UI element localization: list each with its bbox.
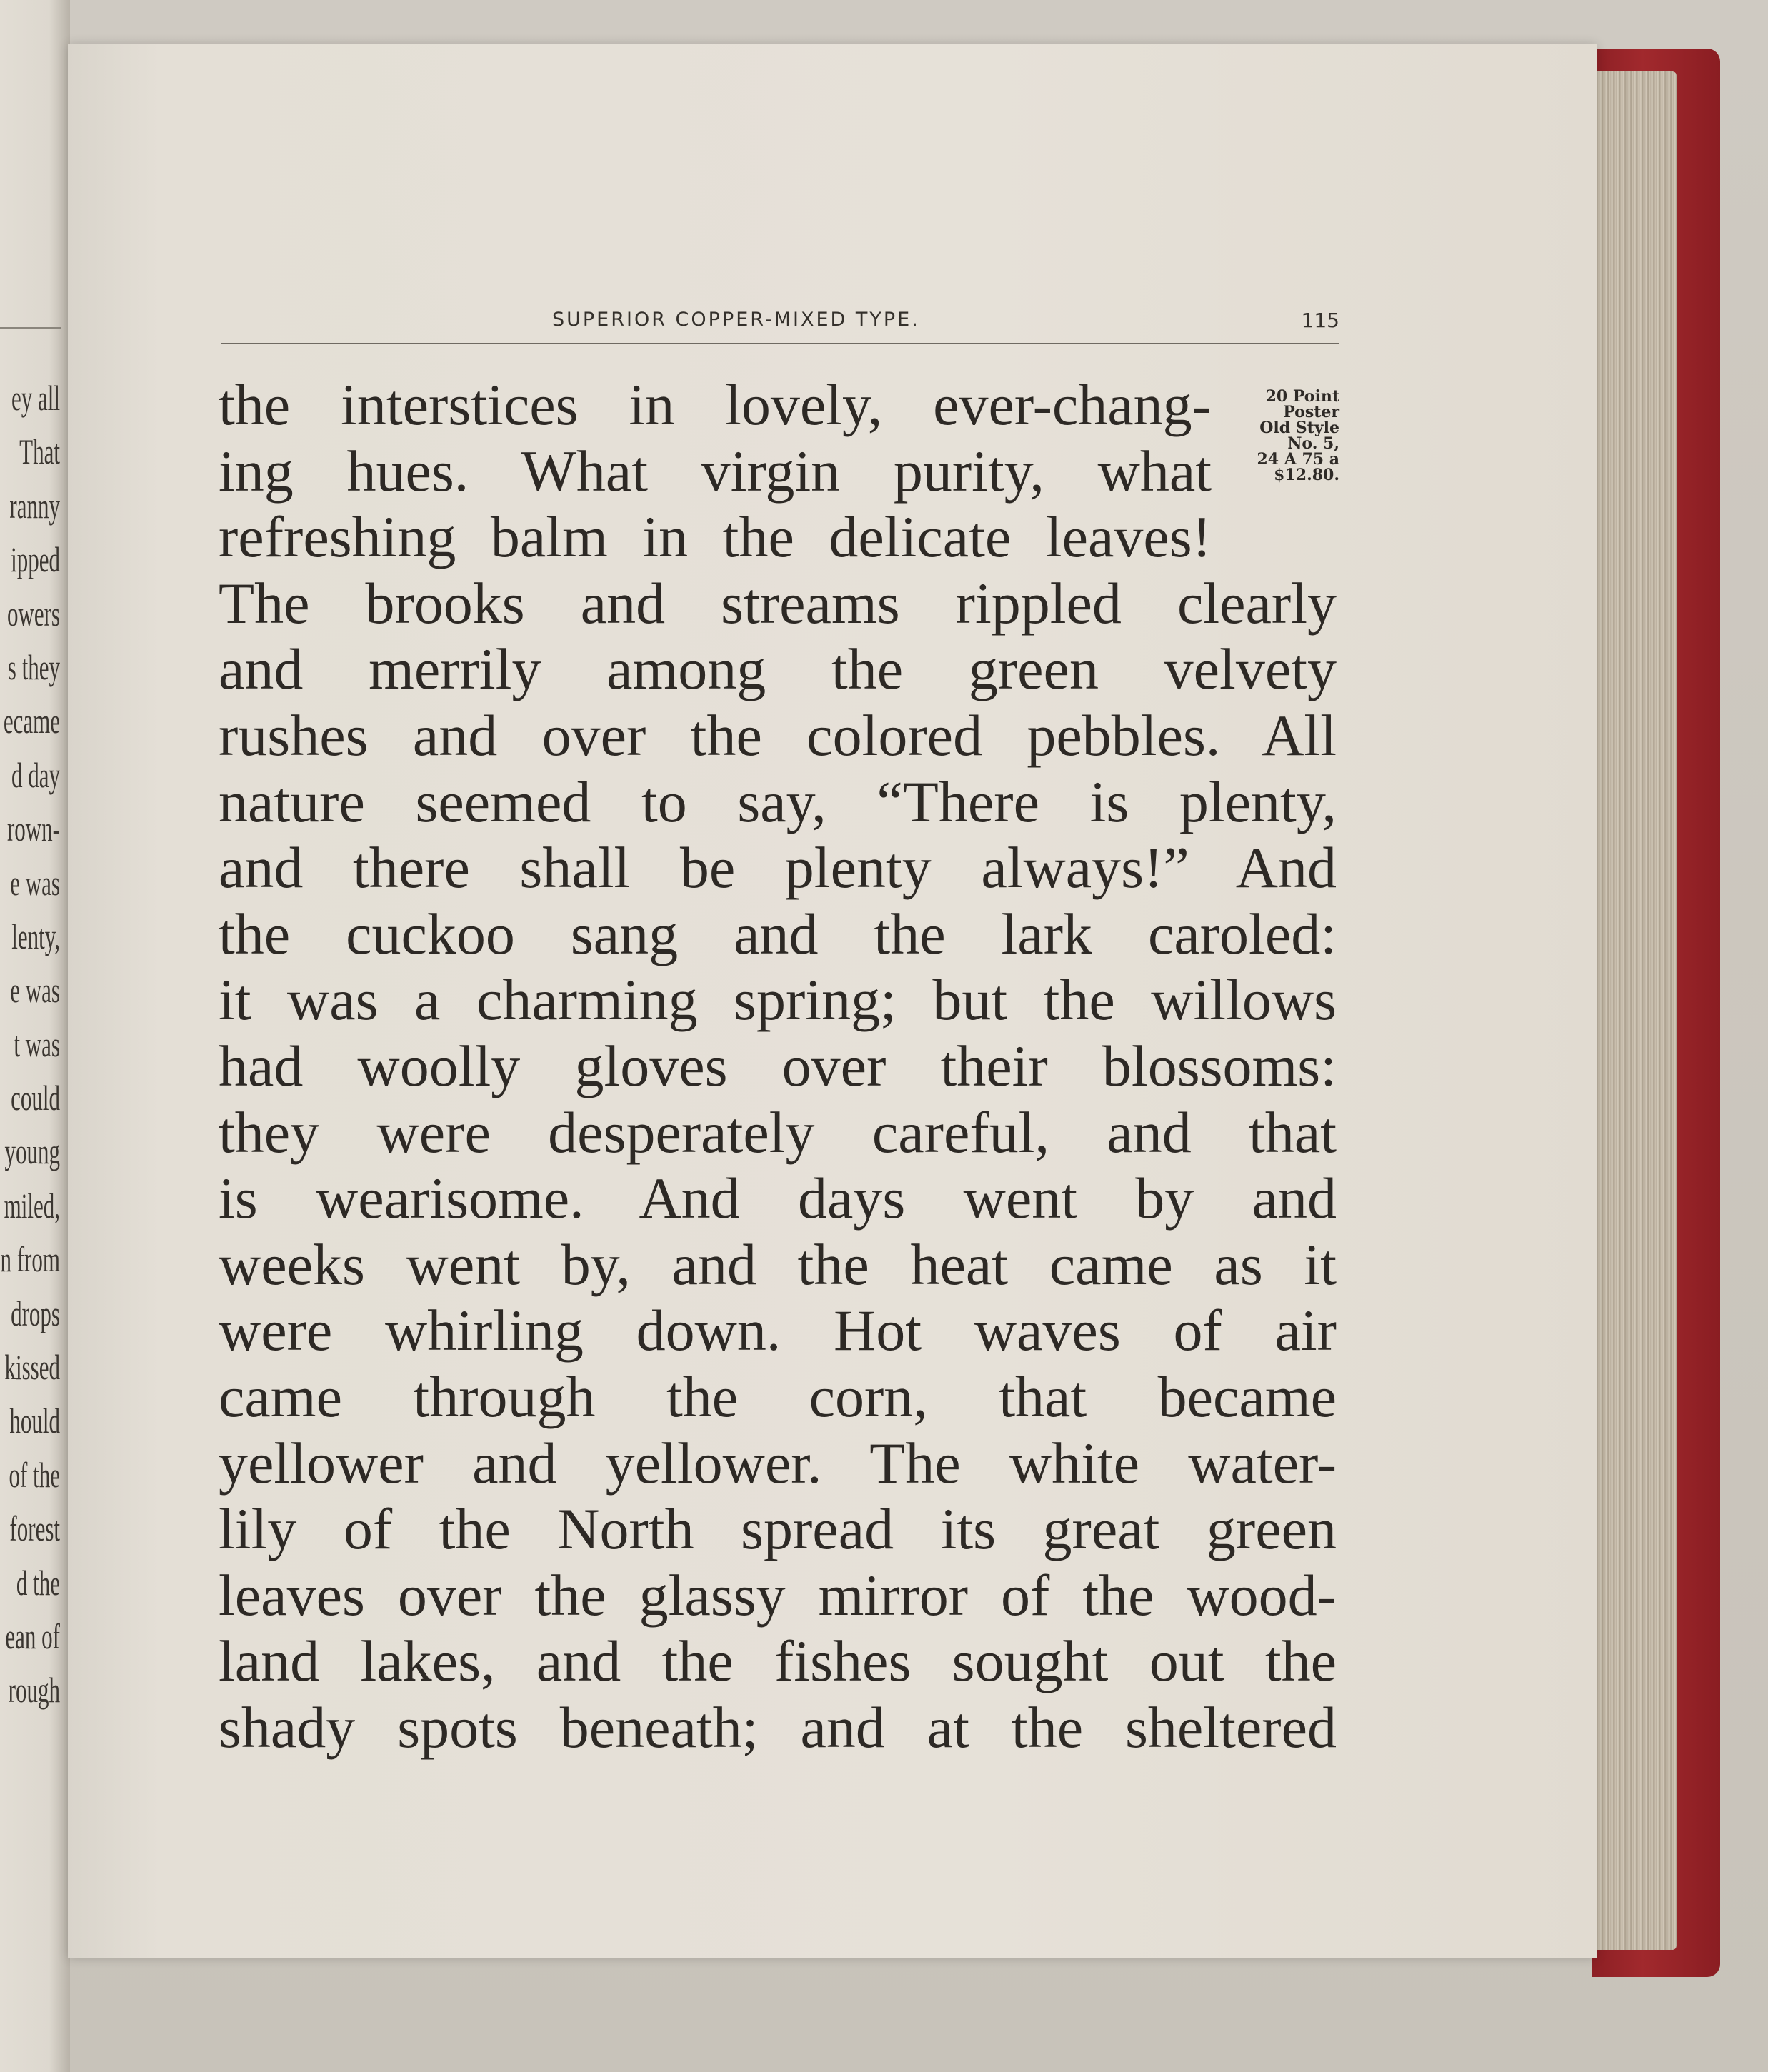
specimen-note-line: 20 Point — [1265, 387, 1339, 406]
left-line: kissed — [4, 1347, 60, 1388]
body-line: yellower and yellower. The white water- — [219, 1430, 1337, 1496]
left-line: lenty, — [11, 916, 60, 956]
page-fore-edge — [1587, 71, 1677, 1950]
left-line: ean of — [5, 1616, 61, 1656]
body-line: refreshing balm in the delicate leaves! — [219, 504, 1212, 570]
body-line: is wearisome. And days went by and — [219, 1166, 1337, 1231]
left-line: That — [19, 431, 61, 472]
left-line: s they — [7, 646, 60, 687]
specimen-note-line: No. 5, — [1287, 434, 1339, 453]
body-line: shady spots beneath; and at the sheltered — [219, 1694, 1337, 1760]
left-line: young — [4, 1131, 60, 1172]
body-line: leaves over the glassy mirror of the wood- — [219, 1562, 1337, 1628]
left-line: of the — [9, 1454, 60, 1495]
body-line: had woolly gloves over their blossoms: — [219, 1033, 1337, 1098]
left-line: d day — [11, 754, 60, 795]
body-line: the cuckoo sang and the lark caroled: — [219, 901, 1337, 966]
left-line: ey all — [11, 378, 61, 418]
body-line: weeks went by, and the heat came as it — [219, 1231, 1337, 1297]
body-line: and merrily among the green velvety — [219, 636, 1337, 702]
specimen-note-line: $12.80. — [1274, 466, 1339, 484]
specimen-note-line: 24 A 75 a — [1257, 450, 1339, 469]
left-line: miled, — [4, 1185, 60, 1226]
body-line: nature seemed to say, “There is plenty, — [219, 769, 1337, 834]
specimen-note-line: Poster — [1283, 403, 1339, 421]
left-line: could — [11, 1078, 60, 1118]
body-line: ing hues. What virgin purity, what — [219, 438, 1212, 504]
left-line: ecame — [3, 701, 60, 741]
left-line: rown- — [6, 809, 60, 849]
body-line: they were desperately careful, and that — [219, 1099, 1337, 1165]
left-line: n from — [0, 1239, 60, 1280]
left-line: drops — [11, 1293, 61, 1333]
body-line: rushes and over the colored pebbles. All — [219, 702, 1337, 768]
left-line: t was — [14, 1024, 60, 1064]
left-line: forest — [9, 1508, 61, 1549]
left-line: d the — [16, 1562, 60, 1603]
left-line: e was — [10, 970, 60, 1011]
left-line: e was — [10, 862, 60, 903]
left-line: ipped — [11, 539, 60, 580]
body-line: land lakes, and the fishes sought out the — [219, 1628, 1337, 1694]
left-page-text — [0, 371, 60, 1718]
left-page-rule — [0, 327, 61, 329]
left-facing-page — [0, 0, 70, 2072]
specimen-note-line: Old Style — [1259, 419, 1339, 437]
page-header — [221, 303, 1339, 344]
body-line: the interstices in lovely, ever-chang- — [219, 372, 1212, 437]
body-line: came through the corn, that became — [219, 1363, 1337, 1429]
left-line: owers — [6, 593, 60, 634]
left-line: hould — [9, 1401, 61, 1441]
page-number: 115 — [1301, 309, 1339, 332]
body-line: were whirling down. Hot waves of air — [219, 1298, 1337, 1363]
running-head: SUPERIOR COPPER-MIXED TYPE. — [552, 309, 920, 331]
left-line: ranny — [9, 485, 61, 526]
body-line: lily of the North spread its great green — [219, 1496, 1337, 1562]
body-text — [219, 372, 1337, 1761]
left-line: rough — [8, 1670, 60, 1711]
body-line: The brooks and streams rippled clearly — [219, 570, 1337, 636]
body-line: and there shall be plenty always!” And — [219, 835, 1337, 901]
body-line: it was a charming spring; but the willows — [219, 967, 1337, 1033]
